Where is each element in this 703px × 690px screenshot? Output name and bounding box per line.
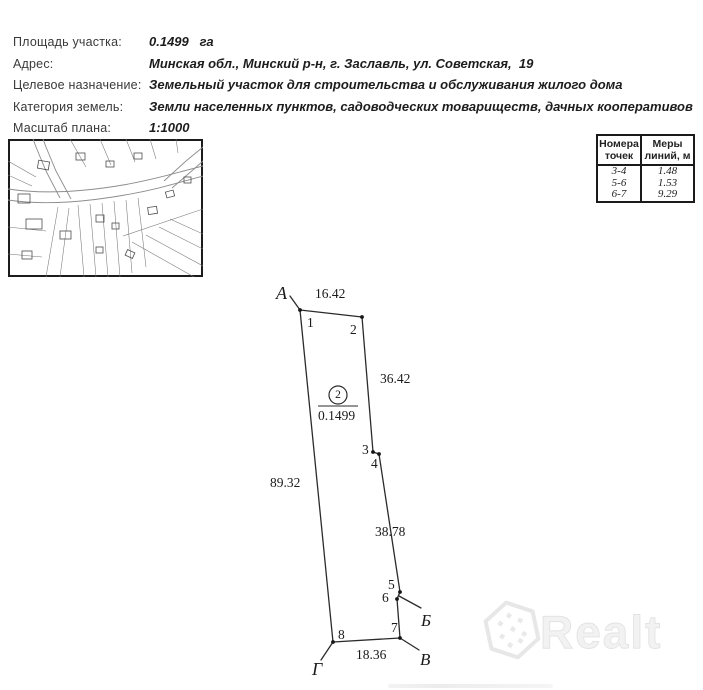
measures-table-header [598,136,693,166]
table-row [598,166,693,178]
point-label-7: 7 [391,620,398,635]
field-scale [13,120,189,135]
measures-table-header-points: Номера точек [598,136,642,164]
point-label-3: 3 [362,442,369,457]
realt-watermark [478,596,703,673]
edge-length-right-upper: 36.42 [380,371,411,386]
measures-table-header-lengths: Меры линий, м [644,138,691,162]
field-purpose-label: Целевое назначение: [13,78,142,92]
measures-table [596,134,695,203]
row-length: 1.48 [657,165,678,177]
point-label-1: 1 [307,315,314,330]
point-label-2: 2 [350,322,357,337]
row-length: 1.53 [657,176,678,189]
row-length: 9.29 [657,188,678,200]
corner-label-b: Б [421,611,432,630]
field-category [13,99,693,114]
point-label-5: 5 [388,577,395,592]
watermark-text: Realt [540,606,663,658]
point-label-6: 6 [382,590,389,605]
edge-length-right-lower: 38.78 [375,524,406,539]
field-address-value: Минская обл., Минский р-н, г. Заславль, ул. Советская, 19 [149,56,534,71]
field-purpose [13,77,623,92]
realt-watermark-graphic [478,596,703,668]
field-scale-value: 1:1000 [149,120,190,135]
field-purpose-value: Земельный участок для строительства и обслуживания жилого дома [149,77,623,92]
row-points: 5-6 [598,178,642,190]
row-points: 6-7 [598,189,642,201]
field-address [13,56,533,71]
corner-label-g: Г [312,659,323,679]
edge-length-left: 89.32 [270,475,301,490]
edge-length-top: 16.42 [315,286,346,301]
scan-artifact [388,684,553,688]
field-area [13,34,214,49]
row-points: 3-4 [598,166,642,178]
situational-map-graphic [8,139,203,277]
field-scale-label: Масштаб плана: [13,121,112,135]
point-label-4: 4 [371,456,378,471]
field-address-label: Адрес: [13,57,54,71]
point-label-8: 8 [338,627,345,642]
field-category-label: Категория земель: [13,100,124,114]
edge-length-bottom: 18.36 [356,647,387,662]
situational-map-thumbnail [8,139,203,277]
parcel-area: 0.1499 [318,408,356,423]
field-category-value: Земли населенных пунктов, садоводческих товариществ, дачных кооперативов [149,99,693,114]
corner-label-v: В [420,650,431,669]
field-area-value: 0.1499 га [149,34,214,49]
corner-label-a: А [276,283,287,303]
table-row [598,189,693,201]
parcel-number: 2 [335,389,341,401]
field-area-label: Площадь участка: [13,35,122,49]
